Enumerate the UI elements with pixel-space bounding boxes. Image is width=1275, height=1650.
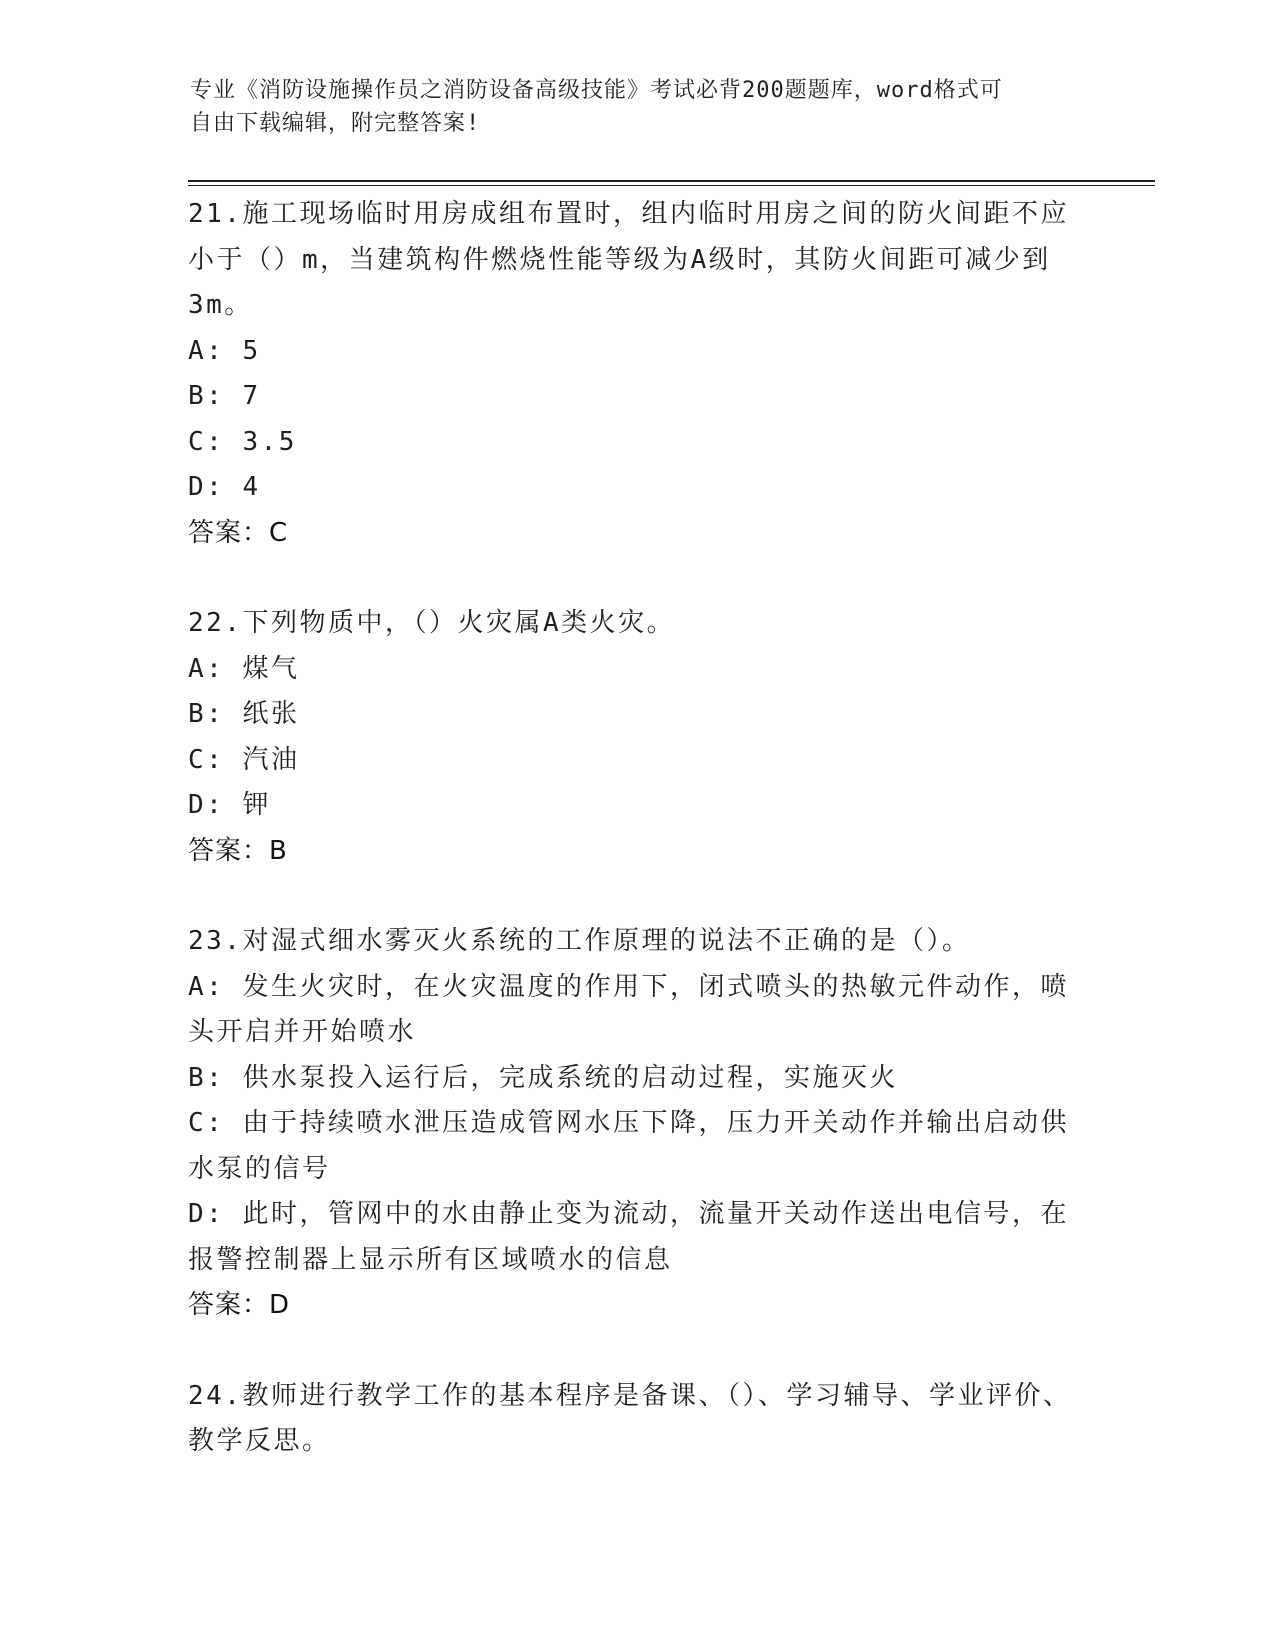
option-a: A: 5 xyxy=(188,335,261,366)
option-a: A: 发生火灾时，在火灾温度的作用下，闭式喷头的热敏元件动作，喷头开启并开始喷水 xyxy=(188,971,1069,1047)
option-b: B: 纸张 xyxy=(188,699,300,729)
question-22 xyxy=(188,601,1083,874)
option-d: D: 钾 xyxy=(188,790,271,820)
question-list xyxy=(188,192,1083,1510)
header-line-1: 专业《消防设施操作员之消防设备高级技能》考试必背200题题库，word格式可 xyxy=(190,78,1003,103)
header-line-2: 自由下载编辑，附完整答案! xyxy=(190,111,481,136)
question-text: 24.教师进行教学工作的基本程序是备课、（）、学习辅导、学业评价、教学反思。 xyxy=(188,1380,1072,1456)
answer: 答案：D xyxy=(188,1290,291,1320)
option-a: A: 煤气 xyxy=(188,653,300,684)
header-rule-thick xyxy=(188,180,1155,182)
option-c: C: 汽油 xyxy=(188,744,300,775)
question-text: 23.对湿式细水雾灭火系统的工作原理的说法不正确的是（）。 xyxy=(188,926,971,956)
option-c: C: 3.5 xyxy=(188,426,297,457)
option-b: B: 7 xyxy=(188,381,261,411)
question-24 xyxy=(188,1374,1083,1465)
question-text: 22.下列物质中，（）火灾属A类火灾。 xyxy=(188,608,676,638)
question-21 xyxy=(188,192,1083,556)
option-d: D: 4 xyxy=(188,472,261,502)
option-b: B: 供水泵投入运行后，完成系统的启动过程，实施灭火 xyxy=(188,1062,898,1093)
document-header xyxy=(190,74,1090,140)
option-d: D: 此时，管网中的水由静止变为流动，流量开关动作送出电信号，在报警控制器上显示所有区域喷水的信息 xyxy=(188,1199,1069,1275)
answer: 答案：C xyxy=(188,517,289,548)
option-c: C: 由于持续喷水泄压造成管网水压下降，压力开关动作并输出启动供水泵的信号 xyxy=(188,1108,1069,1184)
header-rule-thin xyxy=(188,185,1155,186)
answer: 答案：B xyxy=(188,835,288,866)
question-23 xyxy=(188,919,1083,1329)
question-text: 21.施工现场临时用房成组布置时，组内临时用房之间的防火间距不应小于（）m，当建筑构件燃烧性能等级为A级时，其防火间距可减少到3m。 xyxy=(188,199,1069,320)
